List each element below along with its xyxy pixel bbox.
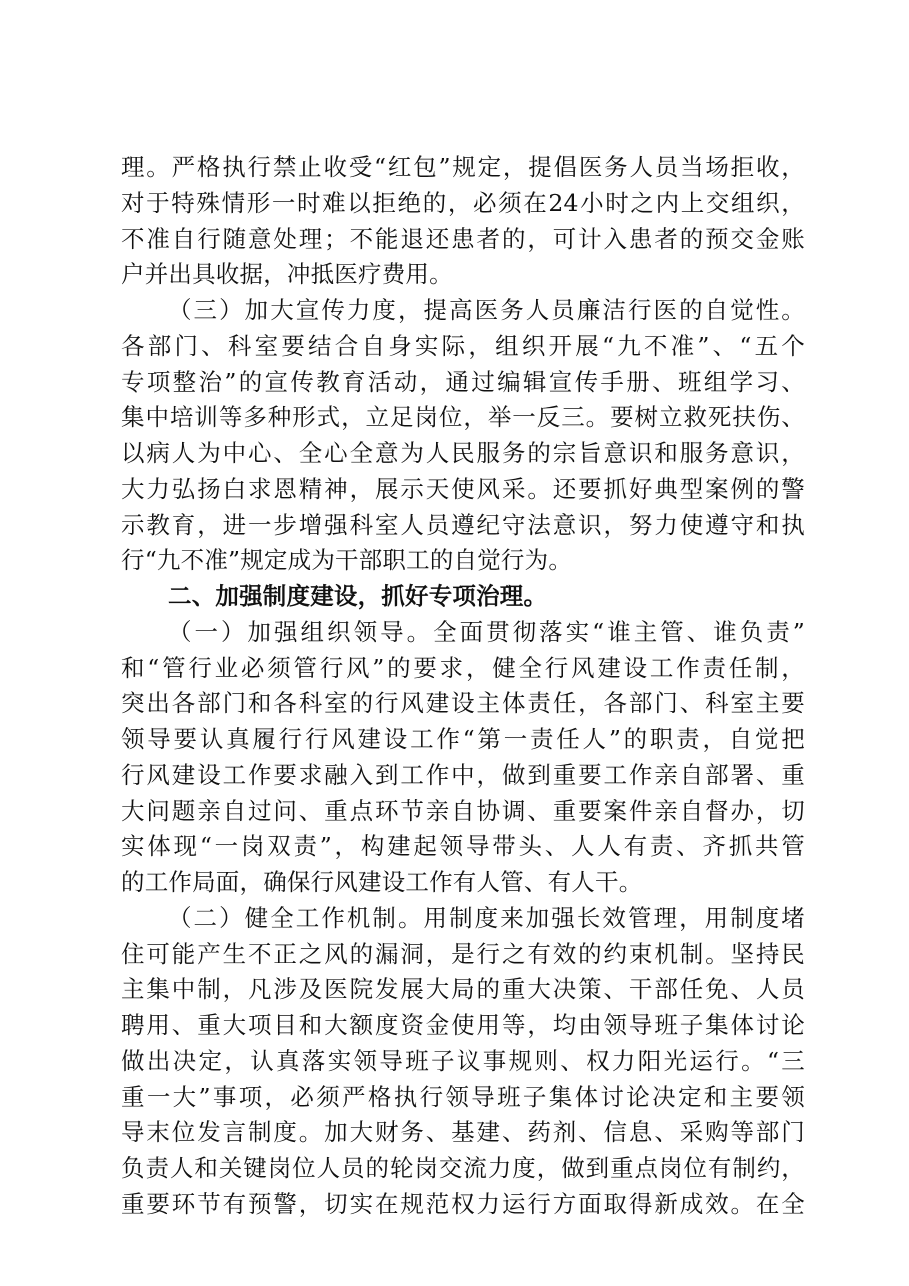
- paragraph-publicity: [121, 293, 805, 579]
- text-line: 各部门、科室要结合自身实际，组织开展“九不准”、“五个: [121, 331, 805, 360]
- text-line: 住可能产生不正之风的漏洞，是行之有效的约束机制。坚持民: [121, 939, 805, 968]
- text-line: 做出决定，认真落实领导班子议事规则、权力阳光运行。“三: [121, 1046, 805, 1075]
- text-line: 实体现“一岗双责”，构建起领导带头、人人有责、齐抓共管: [121, 832, 805, 861]
- paragraph-organization-leadership: [121, 615, 805, 901]
- section-heading: [121, 579, 805, 615]
- text-line: 大问题亲自过问、重点环节亲自协调、重要案件亲自督办，切: [121, 796, 805, 825]
- text-line: 行“九不准”规定成为干部职工的自觉行为。: [121, 546, 573, 575]
- paragraph-work-mechanism: [121, 901, 805, 1223]
- text-line: 专项整治”的宣传教育活动，通过编辑宣传手册、班组学习、: [121, 367, 805, 396]
- text-line: 以病人为中心、全心全意为人民服务的宗旨意识和服务意识，: [121, 439, 805, 467]
- text-line: 对于特殊情形一时难以拒绝的，必须在24小时之内上交组织，: [121, 188, 805, 217]
- text-line: 导末位发言制度。加大财务、基建、药剂、信息、采购等部门: [121, 1118, 805, 1147]
- text-line: 理。严格执行禁止收受“红包”规定，提倡医务人员当场拒收，: [121, 153, 805, 181]
- text-line: 户并出具收据，冲抵医疗费用。: [121, 260, 453, 289]
- subheading-line: （三）加大宣传力度，提高医务人员廉洁行医的自觉性。: [168, 296, 805, 324]
- text-line: 示教育，进一步增强科室人员遵纪守法意识，努力使遵守和执: [121, 510, 805, 539]
- subheading-line: （一）加强组织领导。全面贯彻落实“谁主管、谁负责”: [168, 617, 805, 646]
- text-line: 聘用、重大项目和大额度资金使用等，均由领导班子集体讨论: [121, 1011, 805, 1039]
- text-line: 重一大”事项，必须严格执行领导班子集体讨论决定和主要领: [121, 1082, 805, 1111]
- text-line: 行风建设工作要求融入到工作中，做到重要工作亲自部署、重: [121, 760, 805, 789]
- text-line: 大力弘扬白求恩精神，展示天使风采。还要抓好典型案例的警: [121, 474, 805, 503]
- text-line: 领导要认真履行行风建设工作“第一责任人”的职责，自觉把: [121, 725, 805, 753]
- paragraph-strict-enforcement: [121, 150, 805, 293]
- text-line: 主集中制，凡涉及医院发展大局的重大决策、干部任免、人员: [121, 975, 805, 1004]
- text-line: 负责人和关键岗位人员的轮岗交流力度，做到重点岗位有制约，: [121, 1154, 805, 1182]
- document-body: [121, 150, 805, 1223]
- text-line: 和“管行业必须管行风”的要求，健全行风建设工作责任制，: [121, 653, 805, 682]
- subheading-line: （二）健全工作机制。用制度来加强长效管理，用制度堵: [168, 903, 805, 932]
- section-heading-text: 二、加强制度建设，抓好专项治理。: [168, 582, 548, 610]
- text-line: 的工作局面，确保行风建设工作有人管、有人干。: [121, 868, 643, 896]
- text-line: 集中培训等多种形式，立足岗位，举一反三。要树立救死扶伤、: [121, 403, 805, 432]
- text-line: 重要环节有预警，切实在规范权力运行方面取得新成效。在全: [121, 1189, 805, 1218]
- text-line: 不准自行随意处理；不能退还患者的，可计入患者的预交金账: [121, 224, 805, 253]
- text-line: 突出各部门和各科室的行风建设主体责任，各部门、科室主要: [121, 689, 805, 718]
